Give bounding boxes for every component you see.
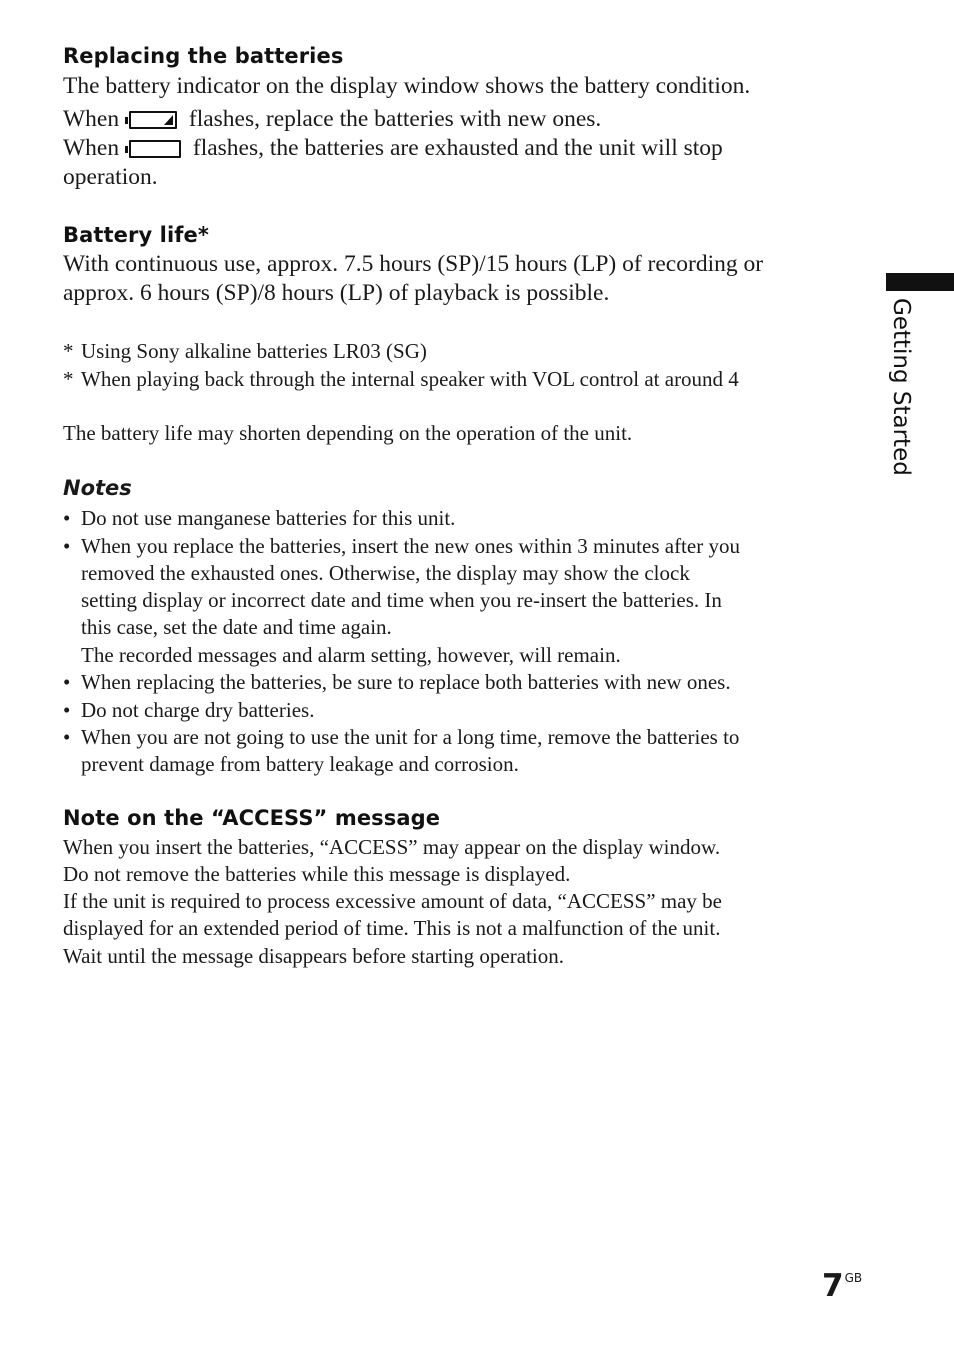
section-tab-label: Getting Started: [888, 298, 914, 476]
bullet-mark: •: [63, 534, 71, 558]
notes-item-line: Do not use manganese batteries for this unit.: [81, 506, 456, 530]
footnote-text: Using Sony alkaline batteries LR03 (SG): [81, 339, 427, 363]
battery-life-line-1: With continuous use, approx. 7.5 hours (SP)/15 hours (LP) of recording or: [63, 251, 764, 277]
battery-empty-icon: [129, 140, 181, 158]
battery-life-heading-mark: *: [197, 223, 209, 247]
battery-life-heading: [63, 223, 209, 247]
footnote-mark: *: [63, 339, 74, 363]
footnote-text: When playing back through the internal speaker with VOL control at around 4: [81, 367, 739, 391]
replacing-line-2: [63, 108, 601, 132]
battery-low-icon: [129, 111, 177, 129]
notes-item-line: setting display or incorrect date and time when you re-insert the batteries. In: [81, 588, 722, 612]
replacing-line-2-post: flashes, replace the batteries with new ones.: [188, 106, 602, 132]
replacing-line-3: [63, 137, 723, 161]
notes-item-line: The recorded messages and alarm setting, however, will remain.: [81, 643, 621, 667]
page-number: [822, 1268, 862, 1304]
access-heading: Note on the “ACCESS” message: [63, 806, 441, 830]
section-tab-marker: [886, 273, 954, 291]
notes-item-line: When you replace the batteries, insert the new ones within 3 minutes after you: [81, 534, 740, 558]
battery-life-heading-text: Battery life: [63, 223, 198, 247]
notes-item-line: When you are not going to use the unit for a long time, remove the batteries to: [81, 725, 740, 749]
bullet-mark: •: [63, 698, 71, 722]
bullet-mark: •: [63, 670, 71, 694]
access-line: If the unit is required to process excessive amount of data, “ACCESS” may be: [63, 889, 722, 913]
access-line: Do not remove the batteries while this message is displayed.: [63, 862, 571, 886]
replacing-line-4: operation.: [63, 164, 158, 190]
page-number-value: 7: [822, 1268, 844, 1304]
replacing-line-1: The battery indicator on the display window shows the battery condition.: [63, 73, 751, 99]
access-line: Wait until the message disappears before starting operation.: [63, 944, 564, 968]
replacing-line-2-pre: When: [63, 106, 120, 132]
battery-life-note: The battery life may shorten depending on the operation of the unit.: [63, 421, 633, 445]
battery-life-line-2: approx. 6 hours (SP)/8 hours (LP) of playback is possible.: [63, 280, 610, 306]
notes-item-line: prevent damage from battery leakage and corrosion.: [81, 752, 519, 776]
replacing-line-3-post: flashes, the batteries are exhausted and the unit will stop: [192, 135, 723, 161]
notes-heading: Notes: [63, 476, 132, 500]
bullet-mark: •: [63, 725, 71, 749]
notes-item-line: Do not charge dry batteries.: [81, 698, 315, 722]
replacing-line-3-pre: When: [63, 135, 120, 161]
footnote-mark: *: [63, 367, 74, 391]
notes-item-line: removed the exhausted ones. Otherwise, the display may show the clock: [81, 561, 690, 585]
access-line: When you insert the batteries, “ACCESS” may appear on the display window.: [63, 835, 721, 859]
page-number-suffix: GB: [844, 1271, 863, 1285]
bullet-mark: •: [63, 506, 71, 530]
notes-item-line: When replacing the batteries, be sure to replace both batteries with new ones.: [81, 670, 731, 694]
notes-item-line: this case, set the date and time again.: [81, 615, 392, 639]
replacing-heading: Replacing the batteries: [63, 44, 344, 68]
access-line: displayed for an extended period of time. This is not a malfunction of the unit.: [63, 916, 721, 940]
